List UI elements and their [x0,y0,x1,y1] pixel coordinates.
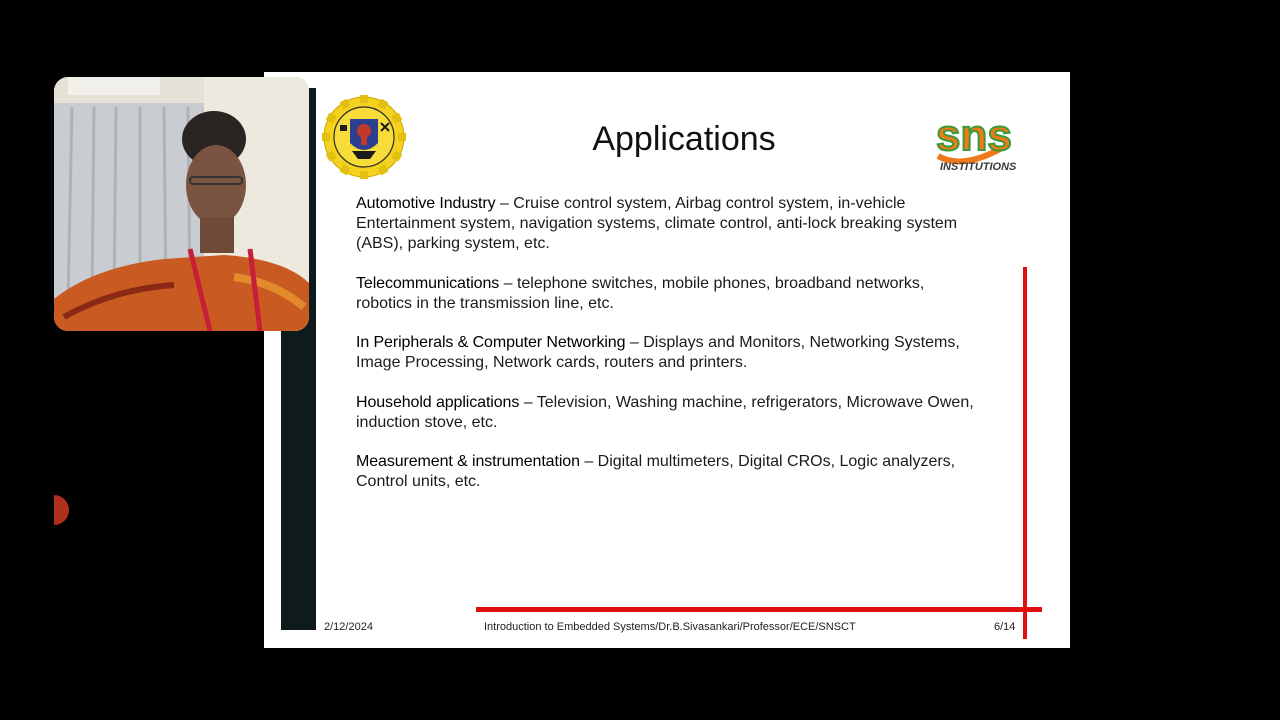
footer-course-info: Introduction to Embedded Systems/Dr.B.Sivasankari/Professor/ECE/SNSCT [484,621,856,633]
recording-indicator-icon [54,495,69,525]
red-horizontal-line [476,607,1042,612]
list-item [356,452,982,492]
list-item [356,393,982,433]
list-item [356,333,982,373]
college-emblem-icon [321,94,407,180]
presentation-slide [264,72,1070,648]
item-text: – Displays and Monitors, Networking Systems, Image Processing, Network cards, routers and printers. [356,334,960,371]
item-text: – telephone switches, mobile phones, broadband networks, robotics in the transmission line, etc. [356,274,925,312]
applications-list [356,194,982,512]
item-text: – Television, Washing machine, refrigerators, Microwave Owen, induction stove, etc. [356,393,974,431]
item-text: – Digital multimeters, Digital CROs, Logic analyzers, Control units, etc. [356,453,956,490]
item-heading: Household applications [356,393,520,411]
item-heading: In Peripherals & Computer Networking [356,334,626,351]
list-item [356,194,982,254]
svg-text:INSTITUTIONS: INSTITUTIONS [940,161,1017,173]
footer-date: 2/12/2024 [324,621,373,633]
item-text: – Cruise control system, Airbag control system, in-vehicle Entertainment system, navigation systems, climate control, anti-lock breaking system (ABS), parking system, etc. [356,195,958,252]
item-heading: Automotive Industry [356,195,496,212]
item-heading: Telecommunications [356,274,500,292]
sns-institutions-logo [932,100,1028,176]
item-heading: Measurement & instrumentation [356,453,580,470]
presenter-webcam [54,77,309,331]
slide-title: Applications [592,120,776,158]
svg-text:sns: sns [936,111,1012,160]
red-vertical-line [1023,267,1027,639]
presenter-video-icon [54,77,309,331]
footer-page-number: 6/14 [994,621,1016,633]
list-item [356,274,982,314]
